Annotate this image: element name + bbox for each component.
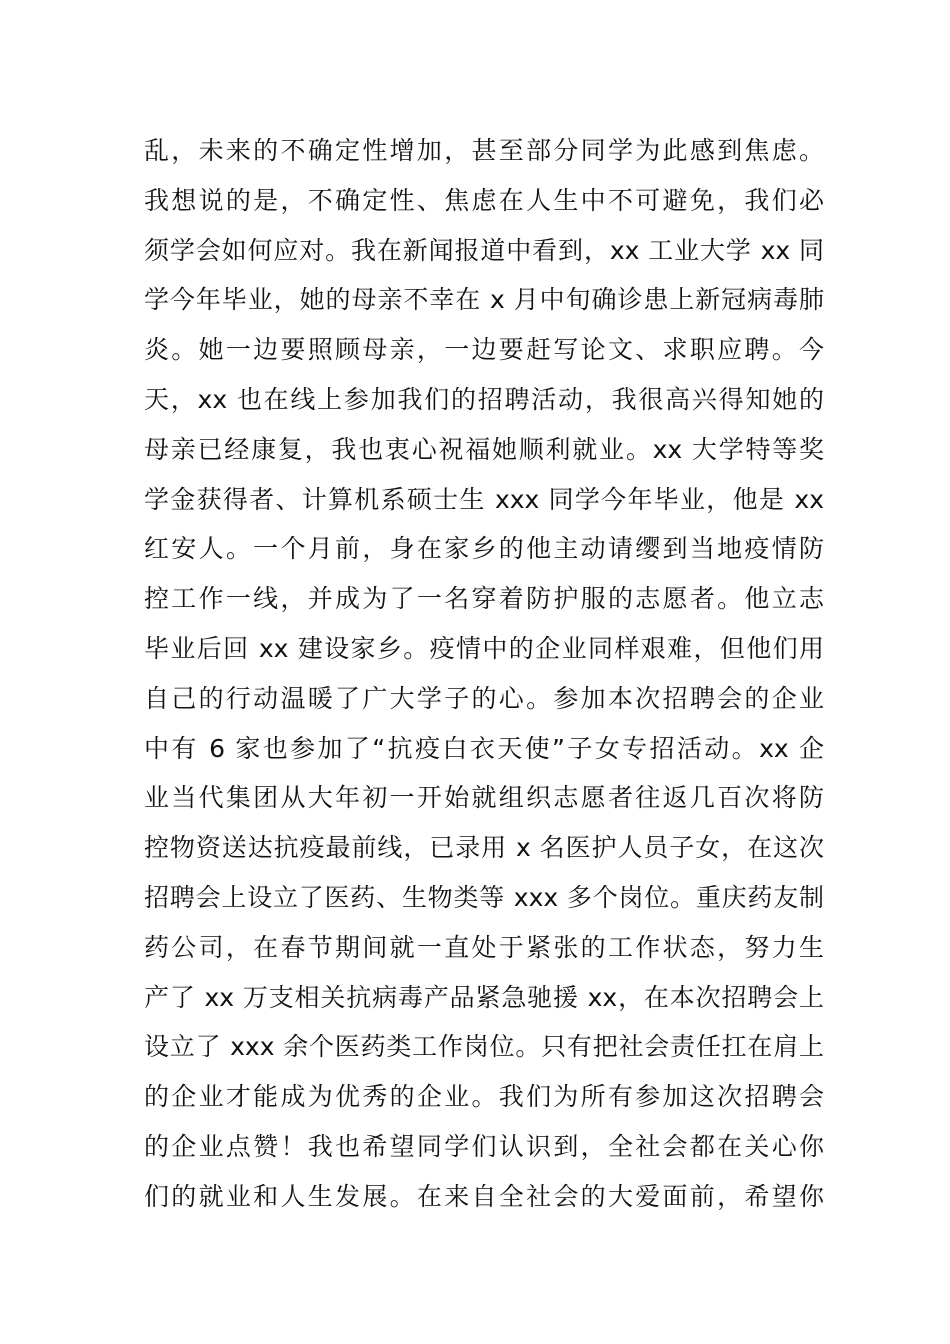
text-line: 学金获得者、计算机系硕士生 xxx 同学今年毕业，他是 xx xyxy=(144,484,824,514)
text-line: 的企业才能成为优秀的企业。我们为所有参加这次招聘会 xyxy=(144,1082,824,1112)
text-line: 母亲已经康复，我也衷心祝福她顺利就业。xx 大学特等奖 xyxy=(144,434,824,464)
body-text xyxy=(144,126,824,1222)
text-line: 中有 6 家也参加了“抗疫白衣天使”子女专招活动。xx 企 xyxy=(144,733,824,763)
text-line: 须学会如何应对。我在新闻报道中看到，xx 工业大学 xx 同 xyxy=(144,235,824,265)
text-line: 的企业点赞！我也希望同学们认识到，全社会都在关心你 xyxy=(144,1131,824,1161)
text-line: 炎。她一边要照顾母亲，一边要赶写论文、求职应聘。今 xyxy=(144,335,824,365)
text-line: 设立了 xxx 余个医药类工作岗位。只有把社会责任扛在肩上 xyxy=(144,1032,824,1062)
text-line: 自己的行动温暖了广大学子的心。参加本次招聘会的企业 xyxy=(144,683,824,713)
text-line: 乱，未来的不确定性增加，甚至部分同学为此感到焦虑。 xyxy=(144,136,824,165)
text-line: 业当代集团从大年初一开始就组织志愿者往返几百次将防 xyxy=(144,783,824,813)
text-line: 产了 xx 万支相关抗病毒产品紧急驰援 xx，在本次招聘会上 xyxy=(144,982,824,1012)
text-line: 天，xx 也在线上参加我们的招聘活动，我很高兴得知她的 xyxy=(144,384,824,414)
text-line: 控工作一线，并成为了一名穿着防护服的志愿者。他立志 xyxy=(144,584,824,614)
text-line: 药公司，在春节期间就一直处于紧张的工作状态，努力生 xyxy=(144,932,824,962)
text-line: 学今年毕业，她的母亲不幸在 x 月中旬确诊患上新冠病毒肺 xyxy=(144,285,824,315)
text-line: 我想说的是，不确定性、焦虑在人生中不可避免，我们必 xyxy=(144,185,824,215)
text-line: 招聘会上设立了医药、生物类等 xxx 多个岗位。重庆药友制 xyxy=(144,882,824,912)
text-line: 们的就业和人生发展。在来自全社会的大爱面前，希望你 xyxy=(144,1181,824,1211)
text-line: 毕业后回 xx 建设家乡。疫情中的企业同样艰难，但他们用 xyxy=(144,633,824,663)
text-line: 控物资送达抗疫最前线，已录用 x 名医护人员子女，在这次 xyxy=(144,833,824,863)
text-line: 红安人。一个月前，身在家乡的他主动请缨到当地疫情防 xyxy=(144,534,824,564)
